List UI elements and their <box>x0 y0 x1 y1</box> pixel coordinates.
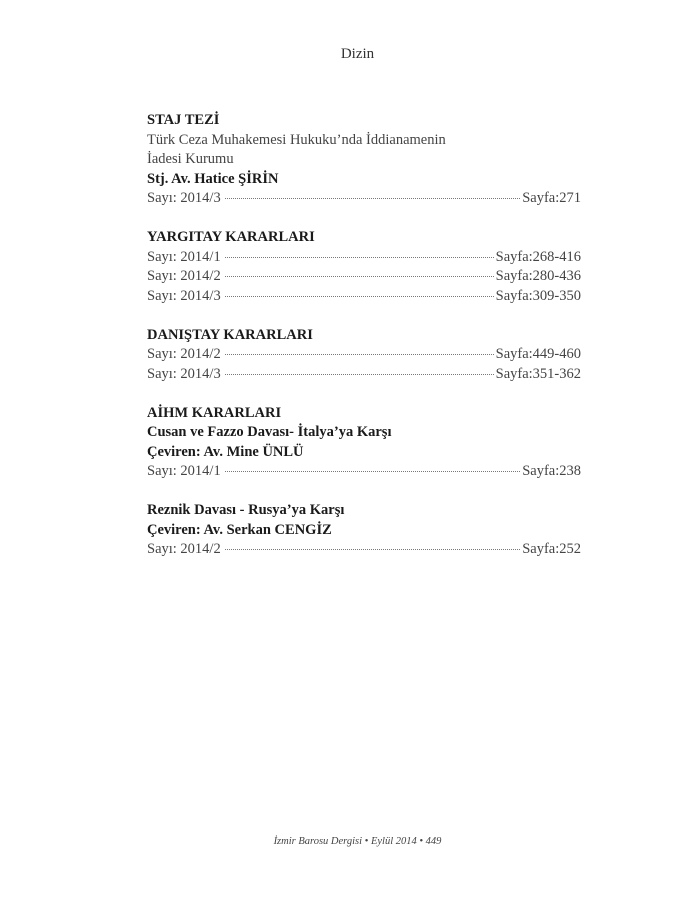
article-author-or-title: Stj. Av. Hatice ŞİRİN <box>147 170 279 187</box>
index-entry <box>147 365 581 385</box>
index-entry <box>147 540 581 560</box>
issue-number: Sayı: 2014/3 <box>147 365 221 382</box>
dot-leader <box>225 276 494 277</box>
article-author-or-title: Çeviren: Av. Serkan CENGİZ <box>147 521 332 538</box>
article-author-or-title: Çeviren: Av. Mine ÜNLÜ <box>147 443 304 460</box>
index-content <box>147 111 581 579</box>
page-number: Sayfa:449-460 <box>495 346 581 362</box>
index-entry <box>147 189 581 209</box>
article-author-or-title: Cusan ve Fazzo Davası- İtalya’ya Karşı <box>147 424 392 440</box>
index-section <box>147 326 581 385</box>
index-entry <box>147 267 581 287</box>
issue-number: Sayı: 2014/2 <box>147 541 221 557</box>
article-author-or-title: Reznik Davası - Rusya’ya Karşı <box>147 502 345 518</box>
dot-leader <box>225 374 494 375</box>
index-section <box>147 501 581 560</box>
dot-leader <box>225 296 494 297</box>
issue-number: Sayı: 2014/2 <box>147 346 221 362</box>
page-number: Sayfa:238 <box>522 463 581 479</box>
page-header-title: Dizin <box>340 46 375 62</box>
dot-leader <box>225 471 520 472</box>
page-number: Sayfa:252 <box>522 541 581 557</box>
section-heading: AİHM KARARLARI <box>147 404 282 421</box>
index-section <box>147 404 581 482</box>
dot-leader <box>225 354 494 355</box>
issue-number: Sayı: 2014/2 <box>147 268 221 284</box>
dot-leader <box>225 549 520 550</box>
article-title: İadesi Kurumu <box>147 151 234 167</box>
section-heading: STAJ TEZİ <box>147 112 220 128</box>
index-section <box>147 228 581 306</box>
article-title: Türk Ceza Muhakemesi Hukuku’nda İddianamenin <box>147 131 446 148</box>
section-heading: DANIŞTAY KARARLARI <box>147 326 313 343</box>
page-footer: İzmir Barosu Dergisi • Eylül 2014 • 449 <box>273 836 442 847</box>
dot-leader <box>225 257 494 258</box>
index-entry <box>147 287 581 307</box>
issue-number: Sayı: 2014/1 <box>147 463 221 479</box>
index-entry <box>147 345 581 365</box>
page-number: Sayfa:271 <box>522 190 581 206</box>
issue-number: Sayı: 2014/3 <box>147 287 221 304</box>
page-number: Sayfa:309-350 <box>495 287 581 304</box>
index-entry <box>147 462 581 482</box>
page-number: Sayfa:268-416 <box>495 248 581 265</box>
dot-leader <box>225 198 520 199</box>
index-entry <box>147 248 581 268</box>
issue-number: Sayı: 2014/3 <box>147 190 221 206</box>
page-number: Sayfa:280-436 <box>495 268 581 284</box>
issue-number: Sayı: 2014/1 <box>147 248 221 265</box>
page-number: Sayfa:351-362 <box>495 365 581 382</box>
index-section <box>147 111 581 209</box>
section-heading: YARGITAY KARARLARI <box>147 229 315 245</box>
